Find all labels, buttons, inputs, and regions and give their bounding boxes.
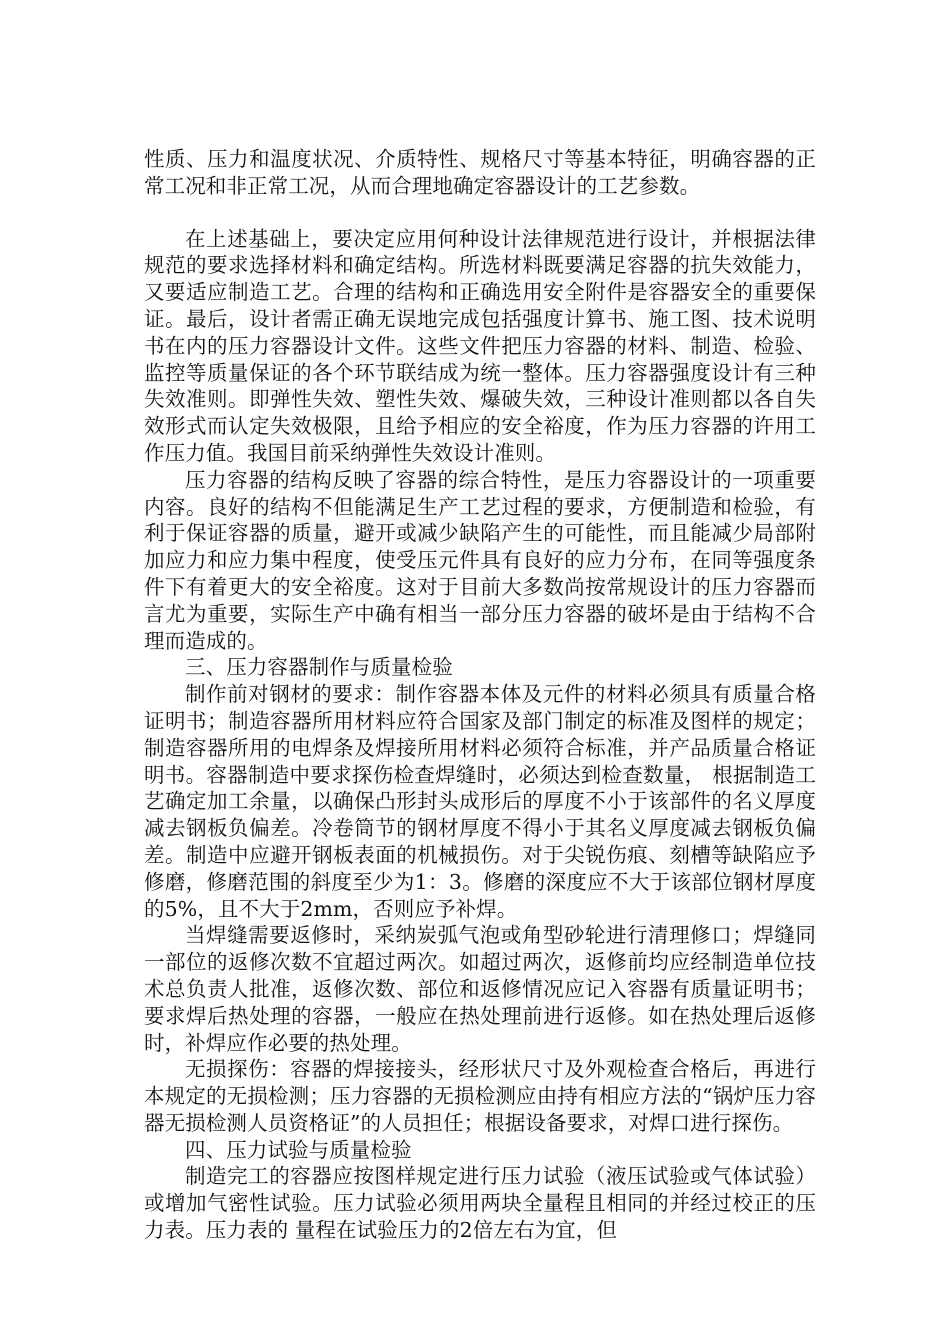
paragraph-continuation: 性质、压力和温度状况、介质特性、规格尺寸等基本特征，明确容器的正常工况和非正常工况，从而合理地确定容器设计的工艺参数。	[144, 147, 816, 198]
paragraph-nondestructive-testing: 无损探伤：容器的焊接接头，经形状尺寸及外观检查合格后，再进行本规定的无损检测；压力容器的无损检测应由持有相应方法的“锅炉压力容器无损检测人员资格证”的人员担任；根据设备要求，对焊口进行探伤。	[144, 1057, 816, 1135]
document-body	[144, 146, 816, 1244]
paragraph-design-standards: 在上述基础上，要决定应用何种设计法律规范进行设计，并根据法律规范的要求选择材料和确定结构。所选材料既要满足容器的抗失效能力，又要适应制造工艺。合理的结构和正确选用安全附件是容器安全的重要保证。最后，设计者需正确无误地完成包括强度计算书、施工图、技术说明书在内的压力容器设计文件。这些文件把压力容器的材料、制造、检验、监控等质量保证的各个环节联结成为统一整体。压力容器强度设计有三种失效准则。即弹性失效、塑性失效、爆破失效，三种设计准则都以各自失效形式而认定失效极限，且给予相应的安全裕度，作为压力容器的许用工作压力值。我国目前采纳弹性失效设计准则。	[144, 226, 816, 465]
paragraph-weld-repair: 当焊缝需要返修时，采纳炭弧气泡或角型砂轮进行清理修口；焊缝同一部位的返修次数不宜超过两次。如超过两次，返修前均应经制造单位技术总负责人批准，返修次数、部位和返修情况应记入容器有质量证明书；要求焊后热处理的容器，一般应在热处理前进行返修。如在热处理后返修时，补焊应作必要的热处理。	[144, 923, 816, 1055]
section-heading-manufacturing: 三、压力容器制作与质量检验	[185, 655, 453, 680]
paragraph-steel-requirements: 制作前对钢材的要求：制作容器本体及元件的材料必须具有质量合格证明书；制造容器所用材料应符合国家及部门制定的标准及图样的规定；制造容器所用的电焊条及焊接所用材料必须符合标准，并产品质量合格证明书。容器制造中要求探伤检查焊缝时，必须达到检查数量， 根据制造工艺确定加工余量，以确保凸形封头成形后的厚度不小于该部件的名义厚度减去钢板负偏差。冷卷筒节的钢材厚度不得小于其名义厚度减去钢板负偏差。制造中应避开钢板表面的机械损伤。对于尖锐伤痕、刻槽等缺陷应予修磨，修磨范围的斜度至少为1：3。修磨的深度应不大于该部位钢材厚度的5%，且不大于2mm，否则应予补焊。	[144, 682, 816, 921]
paragraph-pressure-test: 制造完工的容器应按图样规定进行压力试验（液压试验或气体试验）或增加气密性试验。压力试验必须用两块全量程且相同的并经过校正的压力表。压力表的 量程在试验压力的2倍左右为宜，但	[144, 1164, 816, 1243]
paragraph-structure: 压力容器的结构反映了容器的综合特性，是压力容器设计的一项重要内容。良好的结构不但能满足生产工艺过程的要求，方便制造和检验，有利于保证容器的质量，避开或减少缺陷产生的可能性，而且能减少局部附加应力和应力集中程度，使受压元件具有良好的应力分布，在同等强度条件下有着更大的安全裕度。这对于目前大多数尚按常规设计的压力容器而言尤为重要，实际生产中确有相当一部分压力容器的破坏是由于结构不合理而造成的。	[144, 467, 816, 653]
section-heading-pressure-test: 四、压力试验与质量检验	[185, 1137, 412, 1162]
